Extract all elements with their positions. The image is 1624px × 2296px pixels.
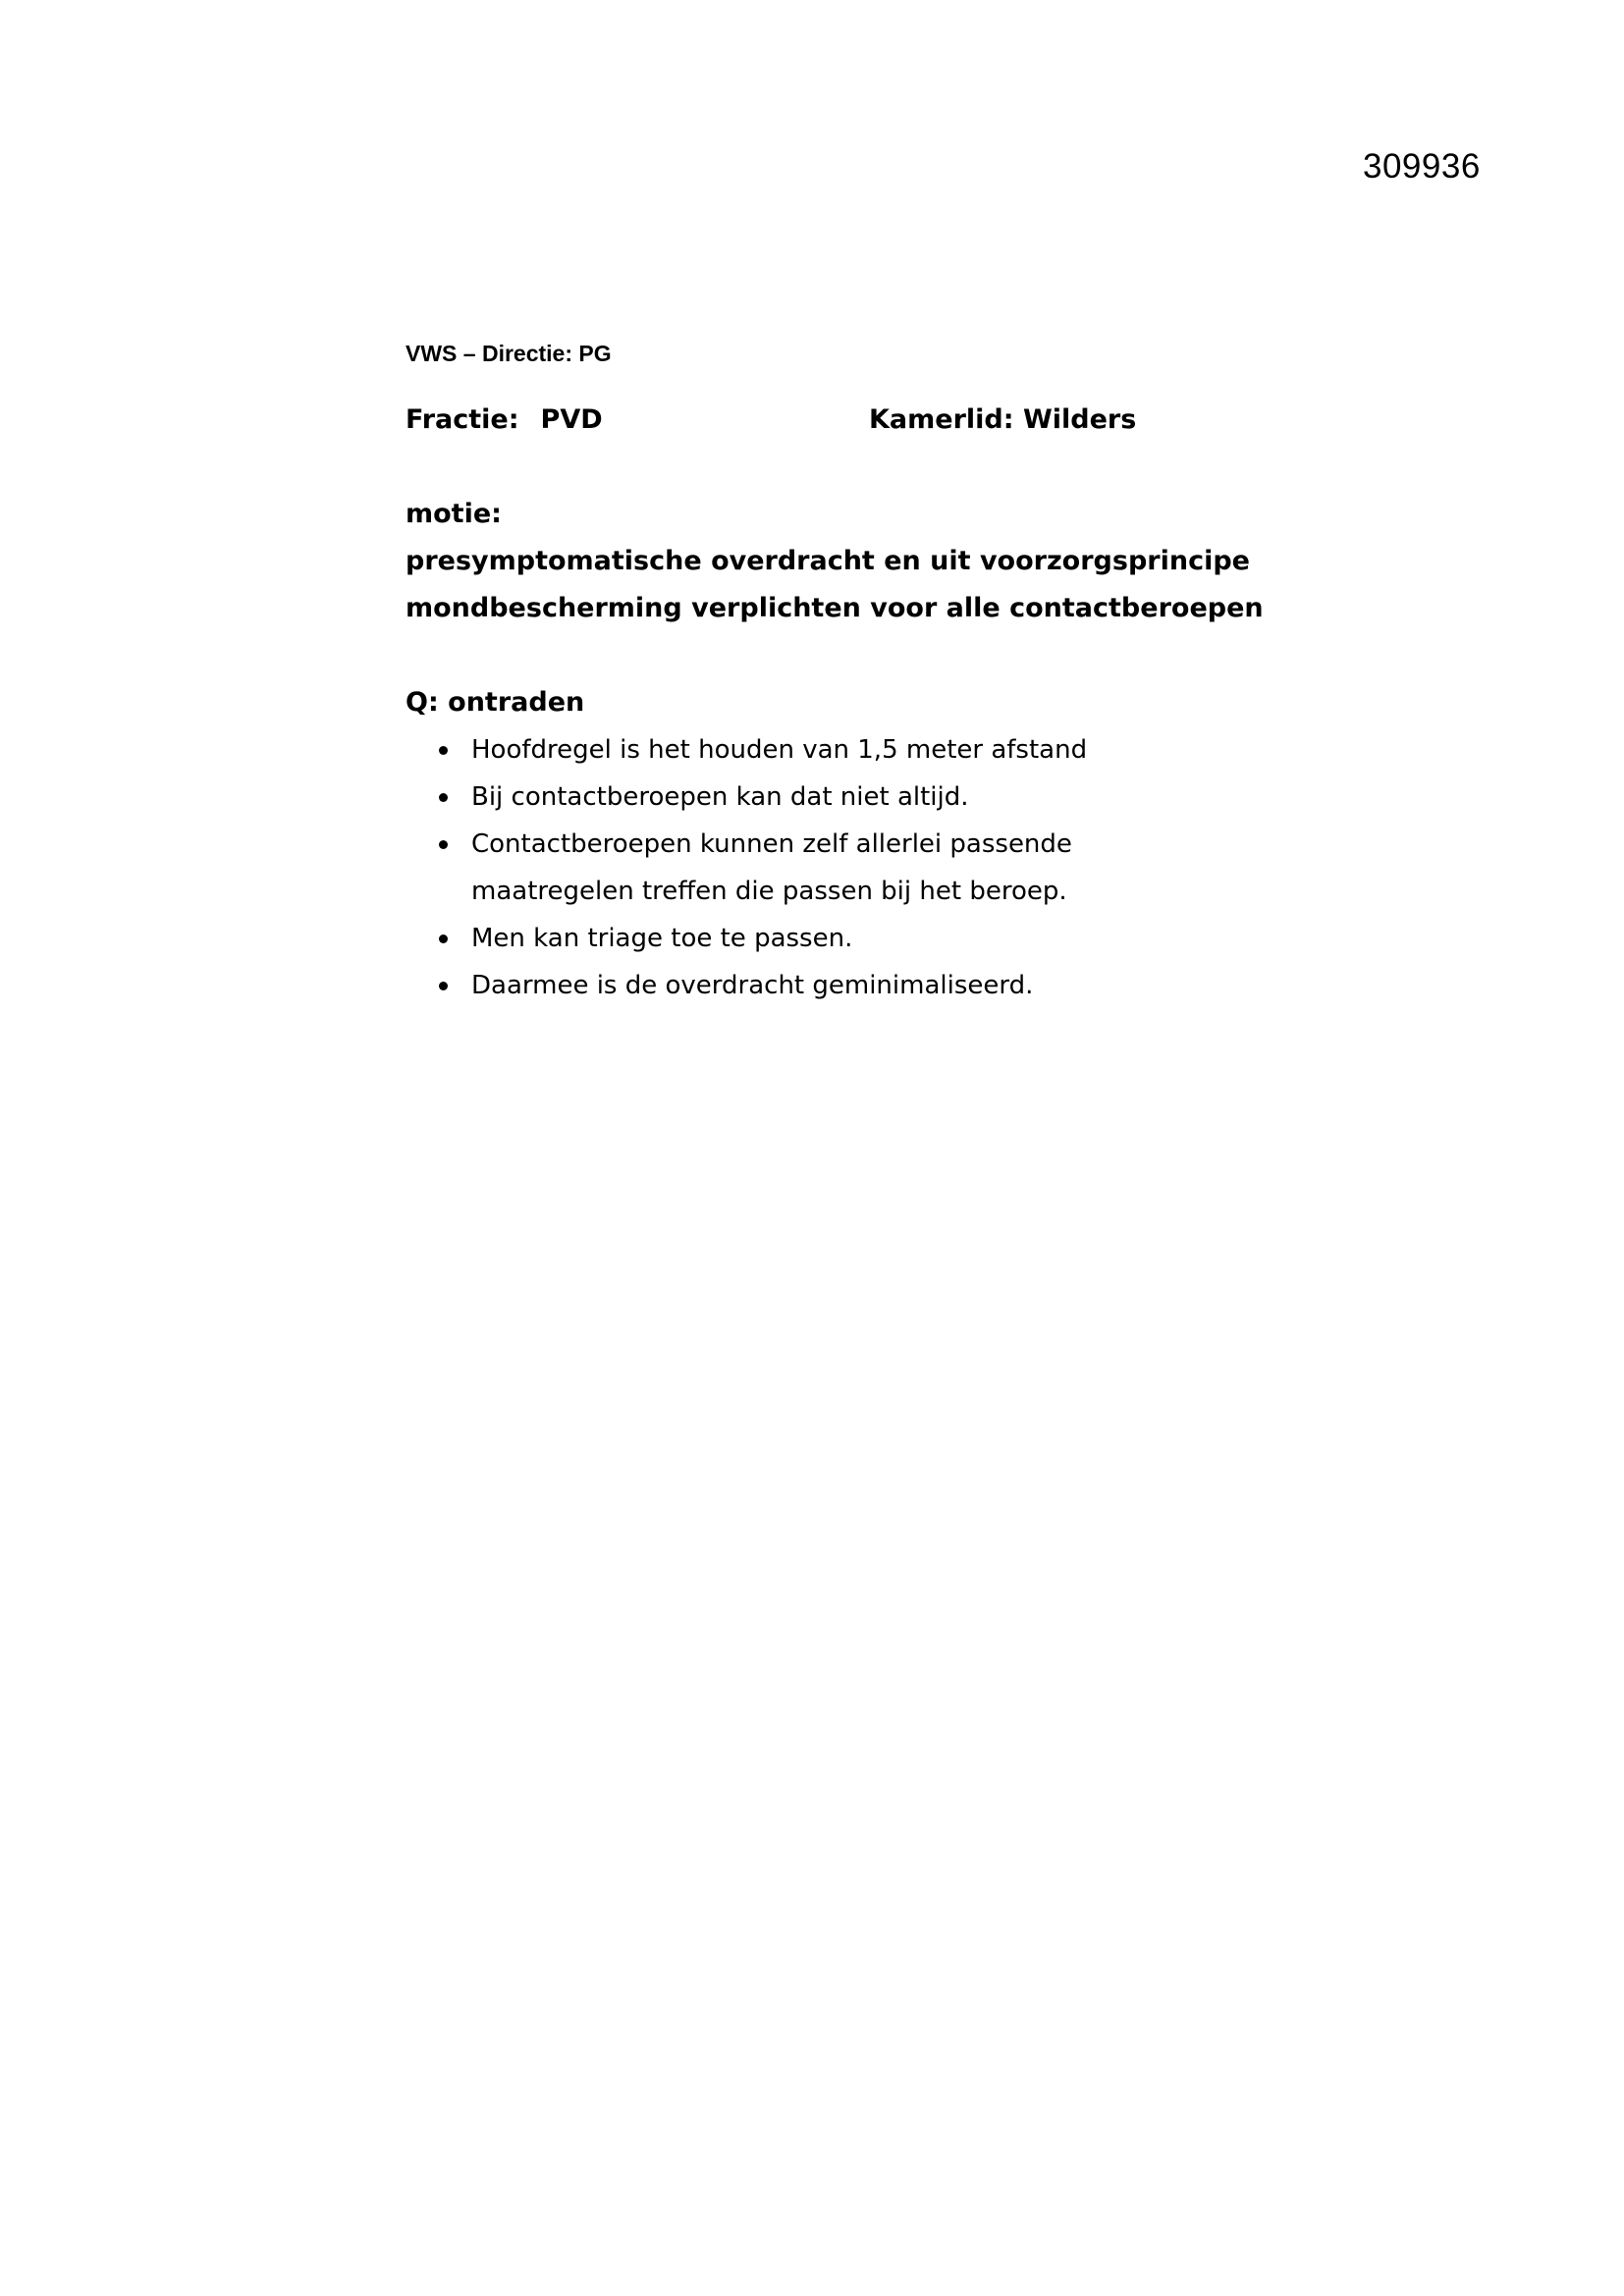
list-item-text: Daarmee is de overdracht geminimaliseerd. [471, 971, 1034, 1000]
advice-points-list [406, 726, 1387, 1009]
bullet-icon [439, 746, 448, 755]
department-line: VWS – Directie: PG [406, 341, 612, 366]
motion-text-line-2: mondbescherming verplichten voor alle contactberoepen [406, 593, 1264, 623]
list-item [406, 726, 1139, 774]
list-item [406, 962, 1139, 1009]
list-item [406, 774, 1139, 821]
advice-heading: Q: ontraden [406, 687, 585, 718]
document-number: 309936 [1363, 147, 1481, 186]
fractie-field [406, 397, 603, 444]
list-item [406, 915, 1139, 962]
list-item-text: Hoofdregel is het houden van 1,5 meter afstand [471, 735, 1088, 765]
document-body [406, 334, 1387, 1009]
list-item-text: Men kan triage toe te passen. [471, 924, 853, 953]
list-item-text: Contactberoepen kunnen zelf allerlei passende maatregelen treffen die passen bij het beroep. [471, 829, 1072, 906]
motion-heading: motie: [406, 499, 502, 529]
kamerlid-label: Kamerlid: [869, 404, 1014, 435]
bullet-icon [439, 934, 448, 943]
bullet-icon [439, 840, 448, 849]
fractie-value: PVD [540, 404, 603, 435]
bullet-icon [439, 793, 448, 802]
kamerlid-field [869, 397, 1136, 444]
list-item [406, 821, 1139, 915]
motion-section [406, 491, 1387, 632]
fractie-label: Fractie: [406, 404, 519, 435]
meta-row [406, 397, 1387, 444]
kamerlid-value: Wilders [1022, 404, 1137, 435]
bullet-icon [439, 982, 448, 990]
list-item-text: Bij contactberoepen kan dat niet altijd. [471, 782, 969, 812]
motion-text-line-1: presymptomatische overdracht en uit voorzorgsprincipe [406, 546, 1250, 576]
